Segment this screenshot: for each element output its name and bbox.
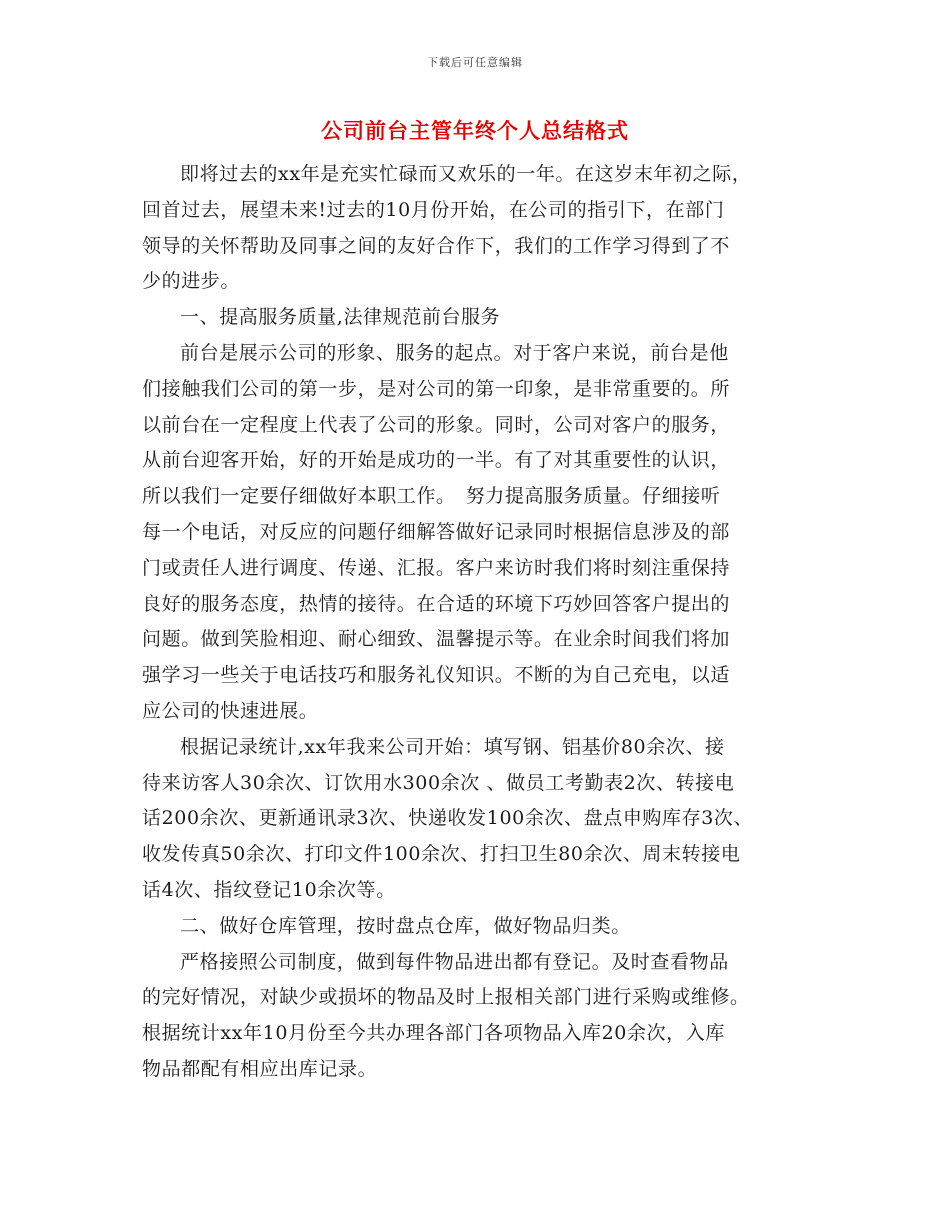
section-heading-2 <box>142 909 822 945</box>
paragraph-front-desk <box>142 336 822 730</box>
text-line: 问题。做到笑脸相迎、耐心细致、温馨提示等。在业余时间我们将加 <box>142 628 731 651</box>
section-heading-1 <box>142 300 822 336</box>
text-line: 待来访客人30余次、订饮用水300余次 、做员工考勤表2次、转接电 <box>142 771 735 794</box>
text-line: 话200余次、更新通讯录3次、快递收发100余次、盘点申购库存3次、 <box>142 807 754 830</box>
text-line: 严格接照公司制度，做到每件物品进出都有登记。及时查看物品 <box>180 950 729 973</box>
text-line: 收发传真50余次、打印文件100余次、打扫卫生80余次、周末转接电 <box>142 843 741 866</box>
text-line: 每一个电话，对反应的问题仔细解答做好记录同时根据信息涉及的部 <box>142 520 731 543</box>
text-line: 物品都配有相应出库记录。 <box>142 1057 378 1080</box>
paragraph-intro <box>142 157 822 300</box>
text-line: 良好的服务态度，热情的接待。在合适的环境下巧妙回答客户提出的 <box>142 592 731 615</box>
text-line: 的完好情况，对缺少或损坏的物品及时上报相关部门进行采购或维修。 <box>142 986 750 1009</box>
header-note: 下载后可任意编辑 <box>427 56 523 69</box>
paragraph-warehouse <box>142 945 822 1088</box>
text-line: 从前台迎客开始，好的开始是成功的一半。有了对其重要性的认识， <box>142 449 731 472</box>
paragraph-statistics <box>142 730 822 909</box>
text-line: 一、提高服务质量,法律规范前台服务 <box>180 306 501 329</box>
text-line: 前台是展示公司的形象、服务的起点。对于客户来说，前台是他 <box>180 341 729 364</box>
text-line: 门或责任人进行调度、传递、汇报。客户来访时我们将时刻注重保持 <box>142 556 731 579</box>
document-body <box>142 157 822 1088</box>
text-line: 应公司的快速进展。 <box>142 699 319 722</box>
text-line: 们接触我们公司的第一步，是对公司的第一印象，是非常重要的。所 <box>142 377 731 400</box>
document-title: 公司前台主管年终个人总结格式 <box>321 119 629 143</box>
text-line: 所以我们一定要仔细做好本职工作。 努力提高服务质量。仔细接听 <box>142 485 721 508</box>
text-line: 领导的关怀帮助及同事之间的友好合作下，我们的工作学习得到了不 <box>142 234 731 257</box>
text-line: 根据记录统计,xx年我来公司开始：填写钢、铝基价80余次、接 <box>180 735 725 758</box>
text-line: 少的进步。 <box>142 270 241 293</box>
text-line: 根据统计xx年10月份至今共办理各部门各项物品入库20余次，入库 <box>142 1022 725 1045</box>
text-line: 强学习一些关于电话技巧和服务礼仪知识。不断的为自己充电，以适 <box>142 664 731 687</box>
text-line: 回首过去，展望未来!过去的10月份开始，在公司的指引下，在部门 <box>142 198 725 221</box>
text-line: 二、做好仓库管理，按时盘点仓库，做好物品归类。 <box>180 914 631 937</box>
text-line: 话4次、指纹登记10余次等。 <box>142 878 396 901</box>
text-line: 以前台在一定程度上代表了公司的形象。同时，公司对客户的服务， <box>142 413 731 436</box>
text-line: 即将过去的xx年是充实忙碌而又欢乐的一年。在这岁末年初之际， <box>180 163 752 185</box>
